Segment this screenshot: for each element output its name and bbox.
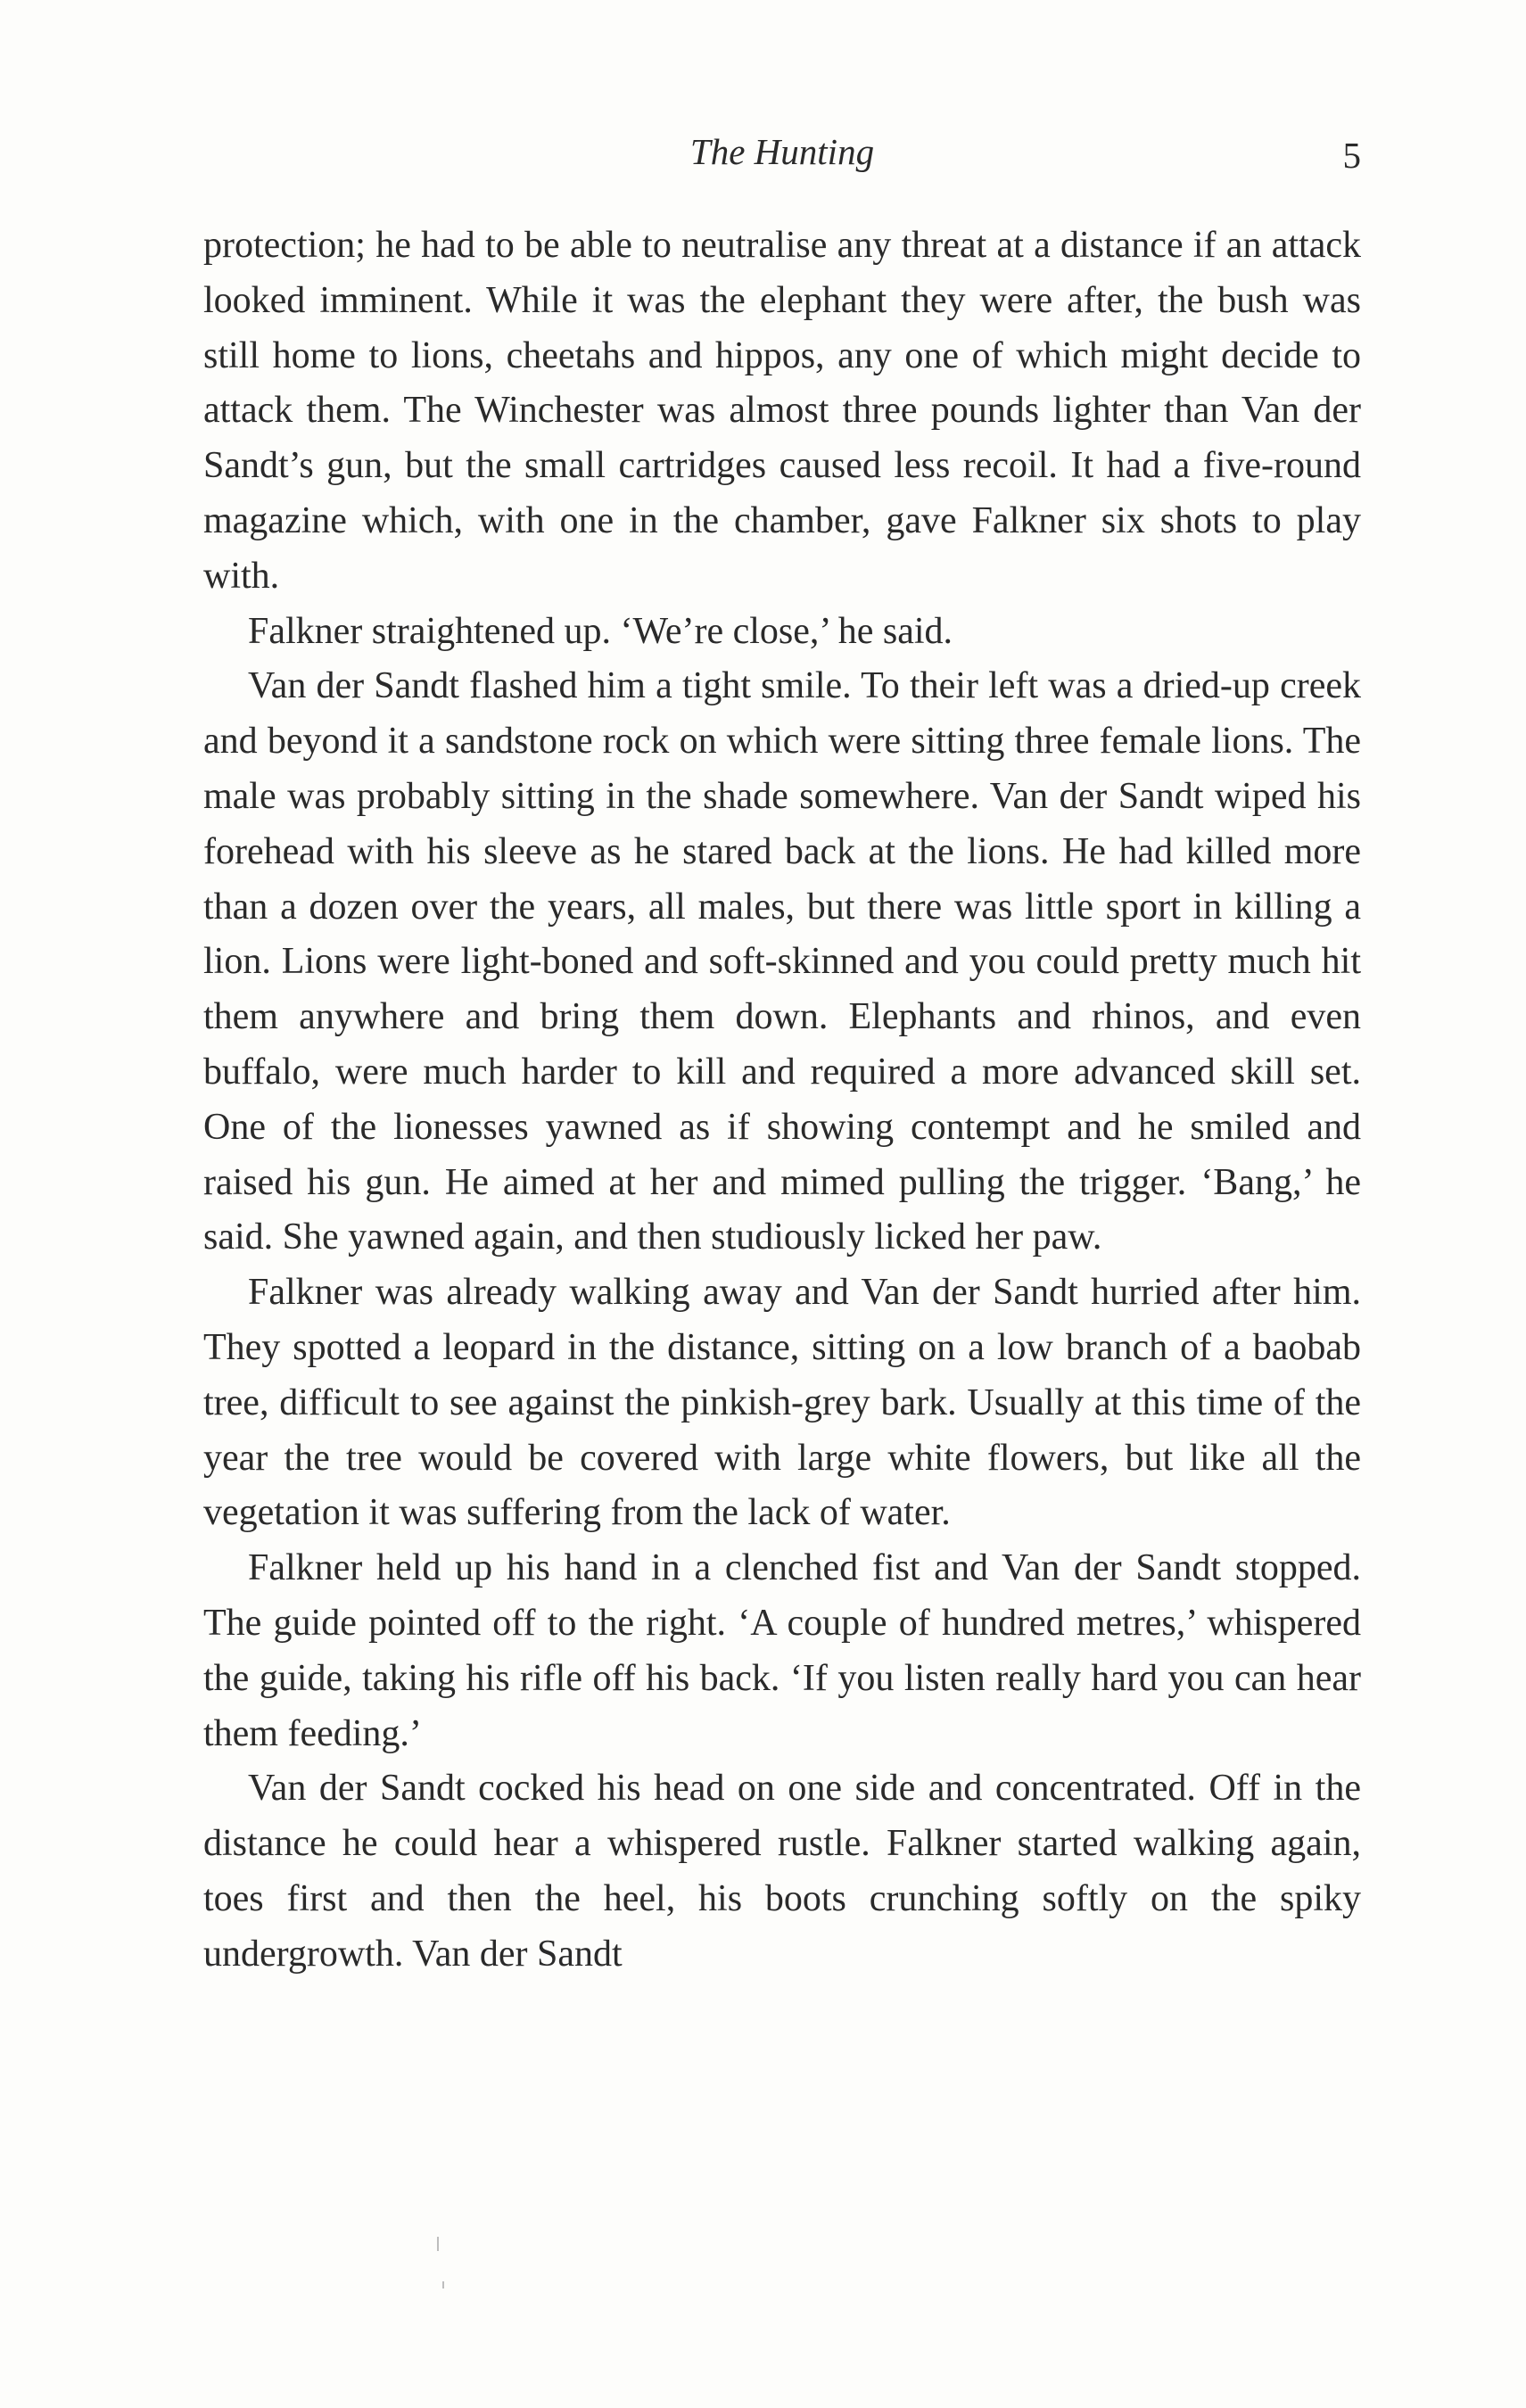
paragraph: Van der Sandt flashed him a tight smile. To their left was a dried-up creek and beyond it a sandstone rock on which were sitting three female lions. The male was probably sitting in the shade somewhere. Van der Sandt wiped his forehead with his sleeve as he stared back at the lions. He had killed more than a dozen over the years, all males, but there was little sport in killing a lion. Lions were light-boned and soft-skinned and you could pretty much hit them anywhere and bring them down. Elephants and rhinos, and even buffalo, were much harder to kill and required a more advanced skill set. One of the lionesses yawned as if showing contempt and he smiled and raised his gun. He aimed at her and mimed pulling the trigger. ‘Bang,’ he said. She yawned again, and then studiously licked her paw. [203, 665, 1361, 1258]
paragraph: Falkner straightened up. ‘We’re close,’ he said. [248, 610, 953, 652]
paragraph: Van der Sandt cocked his head on one side and concentrated. Off in the distance he could hear a whispered rustle. Falkner started walking again, toes first and then the heel, his boots crunching softly on the spiky undergrowth. Van der Sandt [203, 1768, 1361, 1975]
paragraph: protection; he had to be able to neutralise any threat at a distance if an attack looked imminent. While it was the elephant they were after, the bush was still home to lions, cheetahs and hippos, any one of which might decide to attack them. The Winchester was almost three pounds lighter than Van der Sandt’s gun, but the small cartridges caused less recoil. It had a five-round magazine which, with one in the chamber, gave Falkner six shots to play with. [203, 225, 1361, 597]
running-head [203, 125, 1361, 178]
scan-artifact-mark [437, 2237, 439, 2251]
paragraph: Falkner held up his hand in a clenched fist and Van der Sandt stopped. The guide pointed off to the right. ‘A couple of hundred metres,’ whispered the guide, taking his rifle off his back. ‘If you listen really hard you can hear them feeding.’ [203, 1547, 1361, 1754]
chapter-title: The Hunting [689, 131, 875, 172]
scan-artifact-mark [442, 2281, 444, 2288]
paragraph: Falkner was already walking away and Van der Sandt hurried after him. They spotted a leopard in the distance, sitting on a low branch of a baobab tree, difficult to see against the pinkish-grey bark. Usually at this time of the year the tree would be covered with large white flowers, but like all the vegetation it was suffering from the lack of water. [203, 1272, 1361, 1534]
body-text [203, 219, 1361, 1983]
page-number: 5 [1342, 135, 1361, 176]
